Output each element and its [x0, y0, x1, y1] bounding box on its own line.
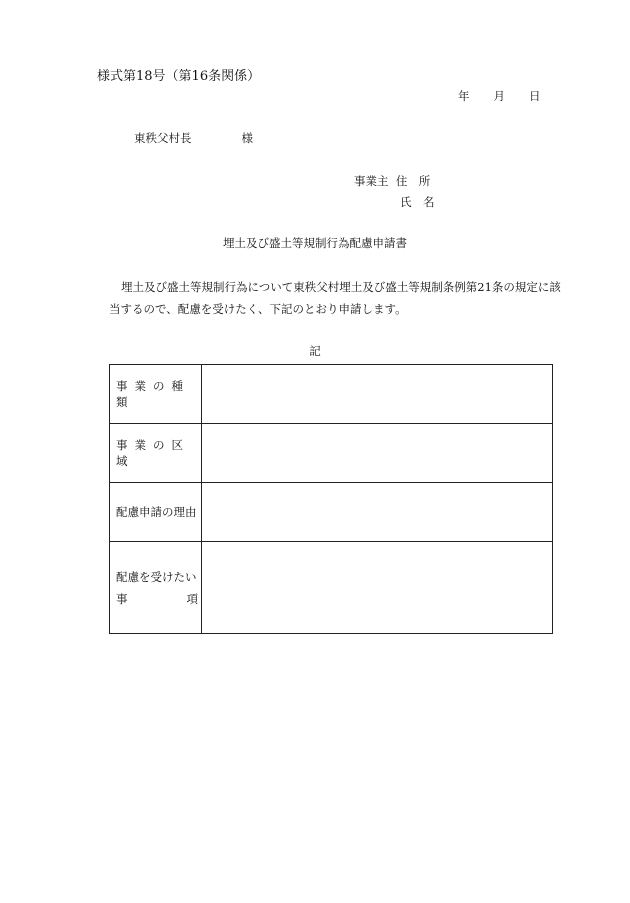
label-desired-items-line2: 事 項 — [116, 591, 198, 606]
applicant-address-line — [354, 173, 430, 189]
field-business-area[interactable] — [201, 424, 552, 483]
label-business-type: 事業の種類 — [110, 365, 202, 424]
addressee-name: 東秩父村長 — [134, 131, 192, 145]
field-business-type[interactable] — [201, 365, 552, 424]
form-number: 様式第18号（第16条関係） — [97, 69, 261, 84]
application-table — [109, 364, 553, 634]
field-desired-items[interactable] — [201, 542, 552, 634]
field-application-reason[interactable] — [201, 483, 552, 542]
body-paragraph — [109, 276, 569, 320]
table-row — [110, 542, 553, 634]
label-application-reason: 配慮申請の理由 — [110, 483, 202, 542]
ki-heading: 記 — [309, 344, 321, 358]
date-day-label: 日 — [529, 89, 541, 103]
label-desired-items — [110, 542, 202, 634]
table-row — [110, 365, 553, 424]
applicant-role: 事業主 — [354, 174, 389, 188]
body-text: 埋土及び盛土等規制行為について東秩父村埋土及び盛土等規制条例第21条の規定に該当するので、配慮を受けたく、下記のとおり申請します。 — [109, 280, 561, 316]
date-year-label: 年 — [458, 89, 470, 103]
date-line — [458, 88, 541, 104]
applicant-name-label: 氏 名 — [400, 195, 435, 209]
addressee — [134, 130, 253, 146]
label-business-area: 事業の区域 — [110, 424, 202, 483]
document-title: 埋土及び盛土等規制行為配慮申請書 — [223, 236, 407, 250]
addressee-honorific: 様 — [241, 131, 253, 145]
label-desired-items-line1: 配慮を受けたい — [116, 569, 197, 584]
date-month-label: 月 — [493, 89, 505, 103]
applicant-address-label: 住 所 — [395, 174, 431, 188]
table-row — [110, 424, 553, 483]
table-row — [110, 483, 553, 542]
